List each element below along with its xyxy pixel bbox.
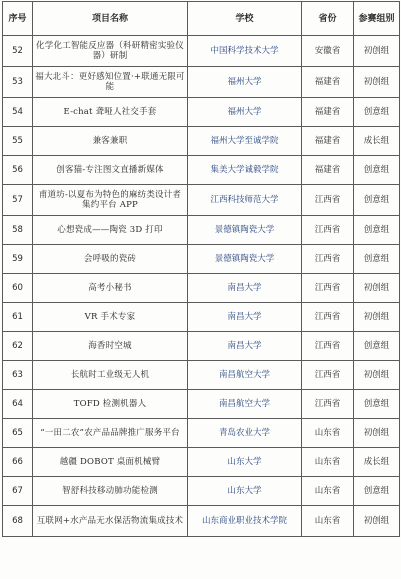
cell-group: 初创组 xyxy=(354,506,400,537)
cell-school: 福州大学至诚学院 xyxy=(188,127,302,156)
table-row xyxy=(3,361,400,390)
cell-project-name: TOFD 检测机器人 xyxy=(33,390,188,419)
table-row xyxy=(3,303,400,332)
table-row xyxy=(3,36,400,67)
cell-serial-number: 61 xyxy=(3,303,33,332)
cell-project-name: 海香时空城 xyxy=(33,332,188,361)
cell-school: 南昌大学 xyxy=(188,303,302,332)
table-row xyxy=(3,477,400,506)
cell-project-name: 智舒科技移动肺功能检测 xyxy=(33,477,188,506)
cell-serial-number: 57 xyxy=(3,185,33,216)
cell-school: 山东商业职业技术学院 xyxy=(188,506,302,537)
cell-serial-number: 64 xyxy=(3,390,33,419)
table-row xyxy=(3,216,400,245)
cell-serial-number: 63 xyxy=(3,361,33,390)
cell-project-name: 福大北斗：更好感知位置·+联通无限可能 xyxy=(33,67,188,98)
cell-project-name: 兼客兼职 xyxy=(33,127,188,156)
cell-serial-number: 68 xyxy=(3,506,33,537)
header-group: 参赛组别 xyxy=(354,2,400,36)
cell-province: 山东省 xyxy=(302,506,354,537)
table-row xyxy=(3,332,400,361)
cell-province: 安徽省 xyxy=(302,36,354,67)
cell-school: 青岛农业大学 xyxy=(188,419,302,448)
cell-project-name: 会呼吸的瓷砖 xyxy=(33,245,188,274)
cell-province: 山东省 xyxy=(302,419,354,448)
cell-group: 初创组 xyxy=(354,303,400,332)
cell-project-name: 创客猫-专注图文直播新媒体 xyxy=(33,156,188,185)
cell-group: 初创组 xyxy=(354,419,400,448)
cell-serial-number: 54 xyxy=(3,98,33,127)
cell-school: 南昌大学 xyxy=(188,332,302,361)
cell-school: 南昌航空大学 xyxy=(188,361,302,390)
cell-province: 江西省 xyxy=(302,303,354,332)
cell-province: 江西省 xyxy=(302,216,354,245)
cell-serial-number: 59 xyxy=(3,245,33,274)
cell-serial-number: 67 xyxy=(3,477,33,506)
cell-province: 江西省 xyxy=(302,274,354,303)
table-row xyxy=(3,448,400,477)
cell-school: 山东大学 xyxy=(188,448,302,477)
cell-serial-number: 62 xyxy=(3,332,33,361)
cell-project-name: 心想瓷成——陶瓷 3D 打印 xyxy=(33,216,188,245)
cell-group: 创意组 xyxy=(354,156,400,185)
cell-province: 山东省 xyxy=(302,477,354,506)
cell-school: 集美大学诚毅学院 xyxy=(188,156,302,185)
cell-group: 创意组 xyxy=(354,245,400,274)
cell-province: 江西省 xyxy=(302,185,354,216)
cell-school: 景德镇陶瓷大学 xyxy=(188,216,302,245)
header-school: 学校 xyxy=(188,2,302,36)
cell-group: 创意组 xyxy=(354,98,400,127)
cell-group: 创意组 xyxy=(354,477,400,506)
cell-group: 创意组 xyxy=(354,216,400,245)
cell-province: 江西省 xyxy=(302,361,354,390)
cell-group: 创意组 xyxy=(354,185,400,216)
cell-project-name: 甫道坊-以夏布为特色的麻纺类设计者集约平台 APP xyxy=(33,185,188,216)
cell-province: 江西省 xyxy=(302,390,354,419)
cell-project-name: “一田二农”农产品品牌推广服务平台 xyxy=(33,419,188,448)
cell-group: 成长组 xyxy=(354,127,400,156)
cell-province: 福建省 xyxy=(302,98,354,127)
cell-province: 山东省 xyxy=(302,448,354,477)
cell-group: 创意组 xyxy=(354,390,400,419)
cell-school: 南昌大学 xyxy=(188,274,302,303)
cell-province: 福建省 xyxy=(302,156,354,185)
table-header-row xyxy=(3,2,400,36)
table-row xyxy=(3,156,400,185)
table-row xyxy=(3,419,400,448)
cell-school: 景德镇陶瓷大学 xyxy=(188,245,302,274)
cell-serial-number: 58 xyxy=(3,216,33,245)
cell-province: 江西省 xyxy=(302,245,354,274)
header-serial-number: 序号 xyxy=(3,2,33,36)
cell-school: 南昌航空大学 xyxy=(188,390,302,419)
cell-group: 成长组 xyxy=(354,448,400,477)
table-row xyxy=(3,506,400,537)
cell-group: 初创组 xyxy=(354,274,400,303)
cell-group: 初创组 xyxy=(354,67,400,98)
table-row xyxy=(3,245,400,274)
cell-serial-number: 65 xyxy=(3,419,33,448)
cell-project-name: 高考小秘书 xyxy=(33,274,188,303)
cell-school: 中国科学技术大学 xyxy=(188,36,302,67)
table-row xyxy=(3,185,400,216)
cell-school: 江西科技师范大学 xyxy=(188,185,302,216)
cell-serial-number: 55 xyxy=(3,127,33,156)
cell-serial-number: 66 xyxy=(3,448,33,477)
cell-school: 福州大学 xyxy=(188,98,302,127)
header-province: 省份 xyxy=(302,2,354,36)
cell-project-name: 长航时工业级无人机 xyxy=(33,361,188,390)
results-table xyxy=(2,1,400,537)
cell-project-name: 化学化工智能反应器（科研精密实验仪器）研制 xyxy=(33,36,188,67)
cell-serial-number: 56 xyxy=(3,156,33,185)
table-row xyxy=(3,67,400,98)
cell-project-name: 越疆 DOBOT 桌面机械臂 xyxy=(33,448,188,477)
table-row xyxy=(3,127,400,156)
table-row xyxy=(3,274,400,303)
cell-serial-number: 53 xyxy=(3,67,33,98)
cell-group: 初创组 xyxy=(354,361,400,390)
cell-province: 江西省 xyxy=(302,332,354,361)
cell-province: 福建省 xyxy=(302,67,354,98)
cell-project-name: VR 手术专家 xyxy=(33,303,188,332)
cell-serial-number: 52 xyxy=(3,36,33,67)
table-row xyxy=(3,390,400,419)
cell-school: 福州大学 xyxy=(188,67,302,98)
cell-project-name: 互联网+水产品无水保活物流集成技术 xyxy=(33,506,188,537)
cell-group: 创意组 xyxy=(354,332,400,361)
cell-project-name: E-chat 聋哑人社交手套 xyxy=(33,98,188,127)
cell-school: 山东大学 xyxy=(188,477,302,506)
cell-serial-number: 60 xyxy=(3,274,33,303)
header-project-name: 项目名称 xyxy=(33,2,188,36)
cell-province: 福建省 xyxy=(302,127,354,156)
table-row xyxy=(3,98,400,127)
cell-group: 初创组 xyxy=(354,36,400,67)
